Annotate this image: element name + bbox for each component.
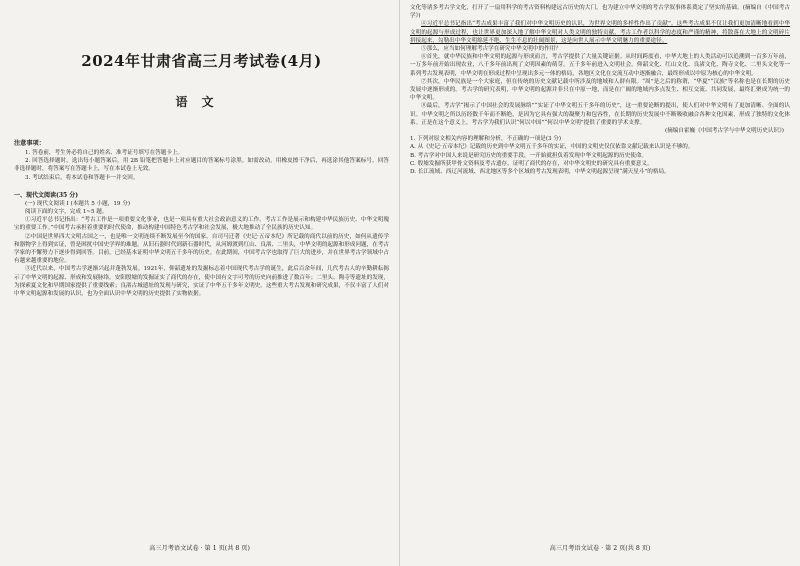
passage-paragraph: ⑧最后，考古学“揭示了中国社会的发展脉络”“实证了中华文明五千多年的历史”，这一重要论断的提出，使人们对中华文明有了更加清晰、全面的认识。中华文明之所以历经数千年而不断绝，是因为它具有强大的凝聚力和包容性，在长期的历史发展中不断吸收融合各种文化因素，形成了独特的文化体系。正是在这个意义上，考古学为我们认识“何以中国”“何以中华文明”提供了重要的学术支撑。	[410, 103, 790, 126]
passage-continuation: 文化等诸多考古学文化，打开了一扇用科学的考古资料构建远古历史的大门，也为建立中华文明的考古学叙事体系奠定了坚实的基础。(摘编自《中国考古学》)	[410, 5, 790, 20]
passage-paragraph: ⑦其次，中华民族是一个大家庭，但在传统的历史文献记载中所涉及的地域和人群有限。“周”是之后的称谓，“华夏”“汉族”等名称也是在长期的历史发展中逐渐形成的。考古学的研究表明，中华文明的起源并非只在中原一地，而是在广阔的地域内多点发生、相互交流、共同发展，最终汇聚成为统一的中华文明。	[410, 78, 790, 102]
question-option: C. 殷墟发掘所获甲骨文资料及考古遗存，证明了商代的存在，对中华文明史的研究具有重要意义。	[410, 160, 653, 167]
passage-paragraph: ⑥首先，就中华民族和中华文明的起源与形成而言，考古学提供了大量关键证据。从时间跨度看，中华大地上的人类活动可以追溯到一百多万年前，一万多年前开始出现农业，八千多年前出现了文明因素的萌芽，五千多年前进入文明社会。仰韶文化、红山文化、良渚文化、陶寺文化、二里头文化等一系列考古发现表明，中华文明在形成过程中呈现出多元一体的格局，各地区文化在交流互动中逐渐融合，最终形成以中原为核心的中华文明。	[410, 54, 790, 77]
question-option: B. 考古学对中国人来说是研究历史的重要手段，一开始就担负着发现中华文明起源的历史使命。	[410, 152, 648, 159]
note-item: 1. 答卷前，考生务必将自己的姓名、准考证号填写在答题卡上。	[25, 150, 184, 156]
page-footer-right: 高三月考语文试卷 · 第 2 页(共 8 页)	[549, 545, 651, 552]
note-item: 3. 考试结束后，将本试卷和答题卡一并交回。	[25, 174, 139, 181]
page-right	[400, 0, 800, 566]
passage-paragraph: ②中国是世界四大文明古国之一，也是唯一文明连续不断发展至今的国家。自司马迁著《史记·五帝本纪》所记载的商代以前的历史，如何从遗传学和器物学上得到实证，曾是困扰中国史学界的难题。从旧石器时代到新石器时代，从河姆渡到红山、良渚、二里头，中华文明的起源和形成问题，在考古学家的不懈努力下逐步得到回答。目前，已经基本证明中华文明五千多年的历史。在此期间，中国考古学也取得了巨大的进步，并在世界考古学领域中占有越来越重要的地位。	[14, 233, 389, 265]
section-heading: 一、现代文阅读(35 分)	[14, 191, 79, 199]
passage-paragraph: ③近代以来，中国考古学逐渐兴起并蓬勃发展。1921年，仰韶遗址的发掘标志着中国现代考古学的诞生，此后百余年间，几代考古人的辛勤耕耘揭示了中华文明的起源、形成和发展脉络。安阳殷墟的发掘证实了商代的存在，使中国有文字可考的历史向前推进了数百年；二里头、陶寺等遗址的发现，为探索夏文化和早期国家提供了重要线索；良渚古城遗址的发现与研究，实证了中华五千多年文明史。这些重大考古发现和研究成果，不仅丰富了人们对中华文明起源和发展的认识，也为全面认识中华文明的历史提供了实物依据。	[14, 266, 389, 298]
question-option: A. 从《史记·五帝本纪》记载的历史到中华文明五千多年的实证，中国的文明史仅仅依靠文献记载来认识是不够的。	[410, 144, 694, 151]
underlined-paragraph: ④习近平总书记指出“考古成果丰富了我们对中华文明历史的认识，为世界文明的多样性作出了贡献”。这些考古成果不仅让我们更加清晰地看到中华文明的起源与形成过程，也让世界更加深入地了解中华文明对人类文明的独特贡献。考古工作者以科学的态度和严谨的精神，将散落在大地上的文明碎片拼接起来，勾勒出中华文明绵延不绝、生生不息的壮阔图景，这是向世人展示中华文明魅力的重要途径。	[410, 21, 790, 44]
question-stem: 1. 下列对原文相关内容的理解和分析，不正确的一项是(3 分)	[410, 136, 562, 143]
question-option: D. 长江流域、西辽河流域、西北地区等多个区域的考古发现表明，中华文明起源呈现“满天星斗”的格局。	[410, 169, 670, 176]
exam-title: 2024年甘肃省高三月考试卷(4月)	[81, 52, 322, 70]
subject-title: 语文	[175, 95, 228, 109]
reading-instruction: 阅读下面的文字，完成 1~5 题。	[25, 209, 108, 216]
note-item: 2. 回答选择题时，选出每小题答案后，用 2B 铅笔把答题卡上对应题目的答案标号涂黑。如需改动，用橡皮擦干净后，再选涂其他答案标号。回答非选择题时，将答案写在答题卡上，写在本试卷上无效。	[14, 158, 389, 173]
passage-paragraph: ⑤那么，应当如何理解考古学在研究中华文明中的作用？	[421, 46, 561, 53]
subsection-heading: (一) 现代文阅读 I (本题共 5 小题，19 分)	[25, 200, 131, 207]
passage-paragraph: ①习近平总书记指出：“考古工作是一项重要文化事业，也是一项具有重大社会政治意义的工作。考古工作是展示和构建中华民族历史、中华文明瑰宝的重要工作。”中国考古承担着重要的时代使命，推动构建中国特色考古学和社会发展，极大地推动了全民族的历史认知。	[14, 217, 389, 232]
page-footer-left: 高三月考语文试卷 · 第 1 页(共 8 页)	[149, 545, 250, 552]
passage-source: (摘编自霍巍《中国考古学与中华文明历史认识》)	[664, 128, 784, 135]
notes-heading: 注意事项：	[14, 140, 45, 147]
